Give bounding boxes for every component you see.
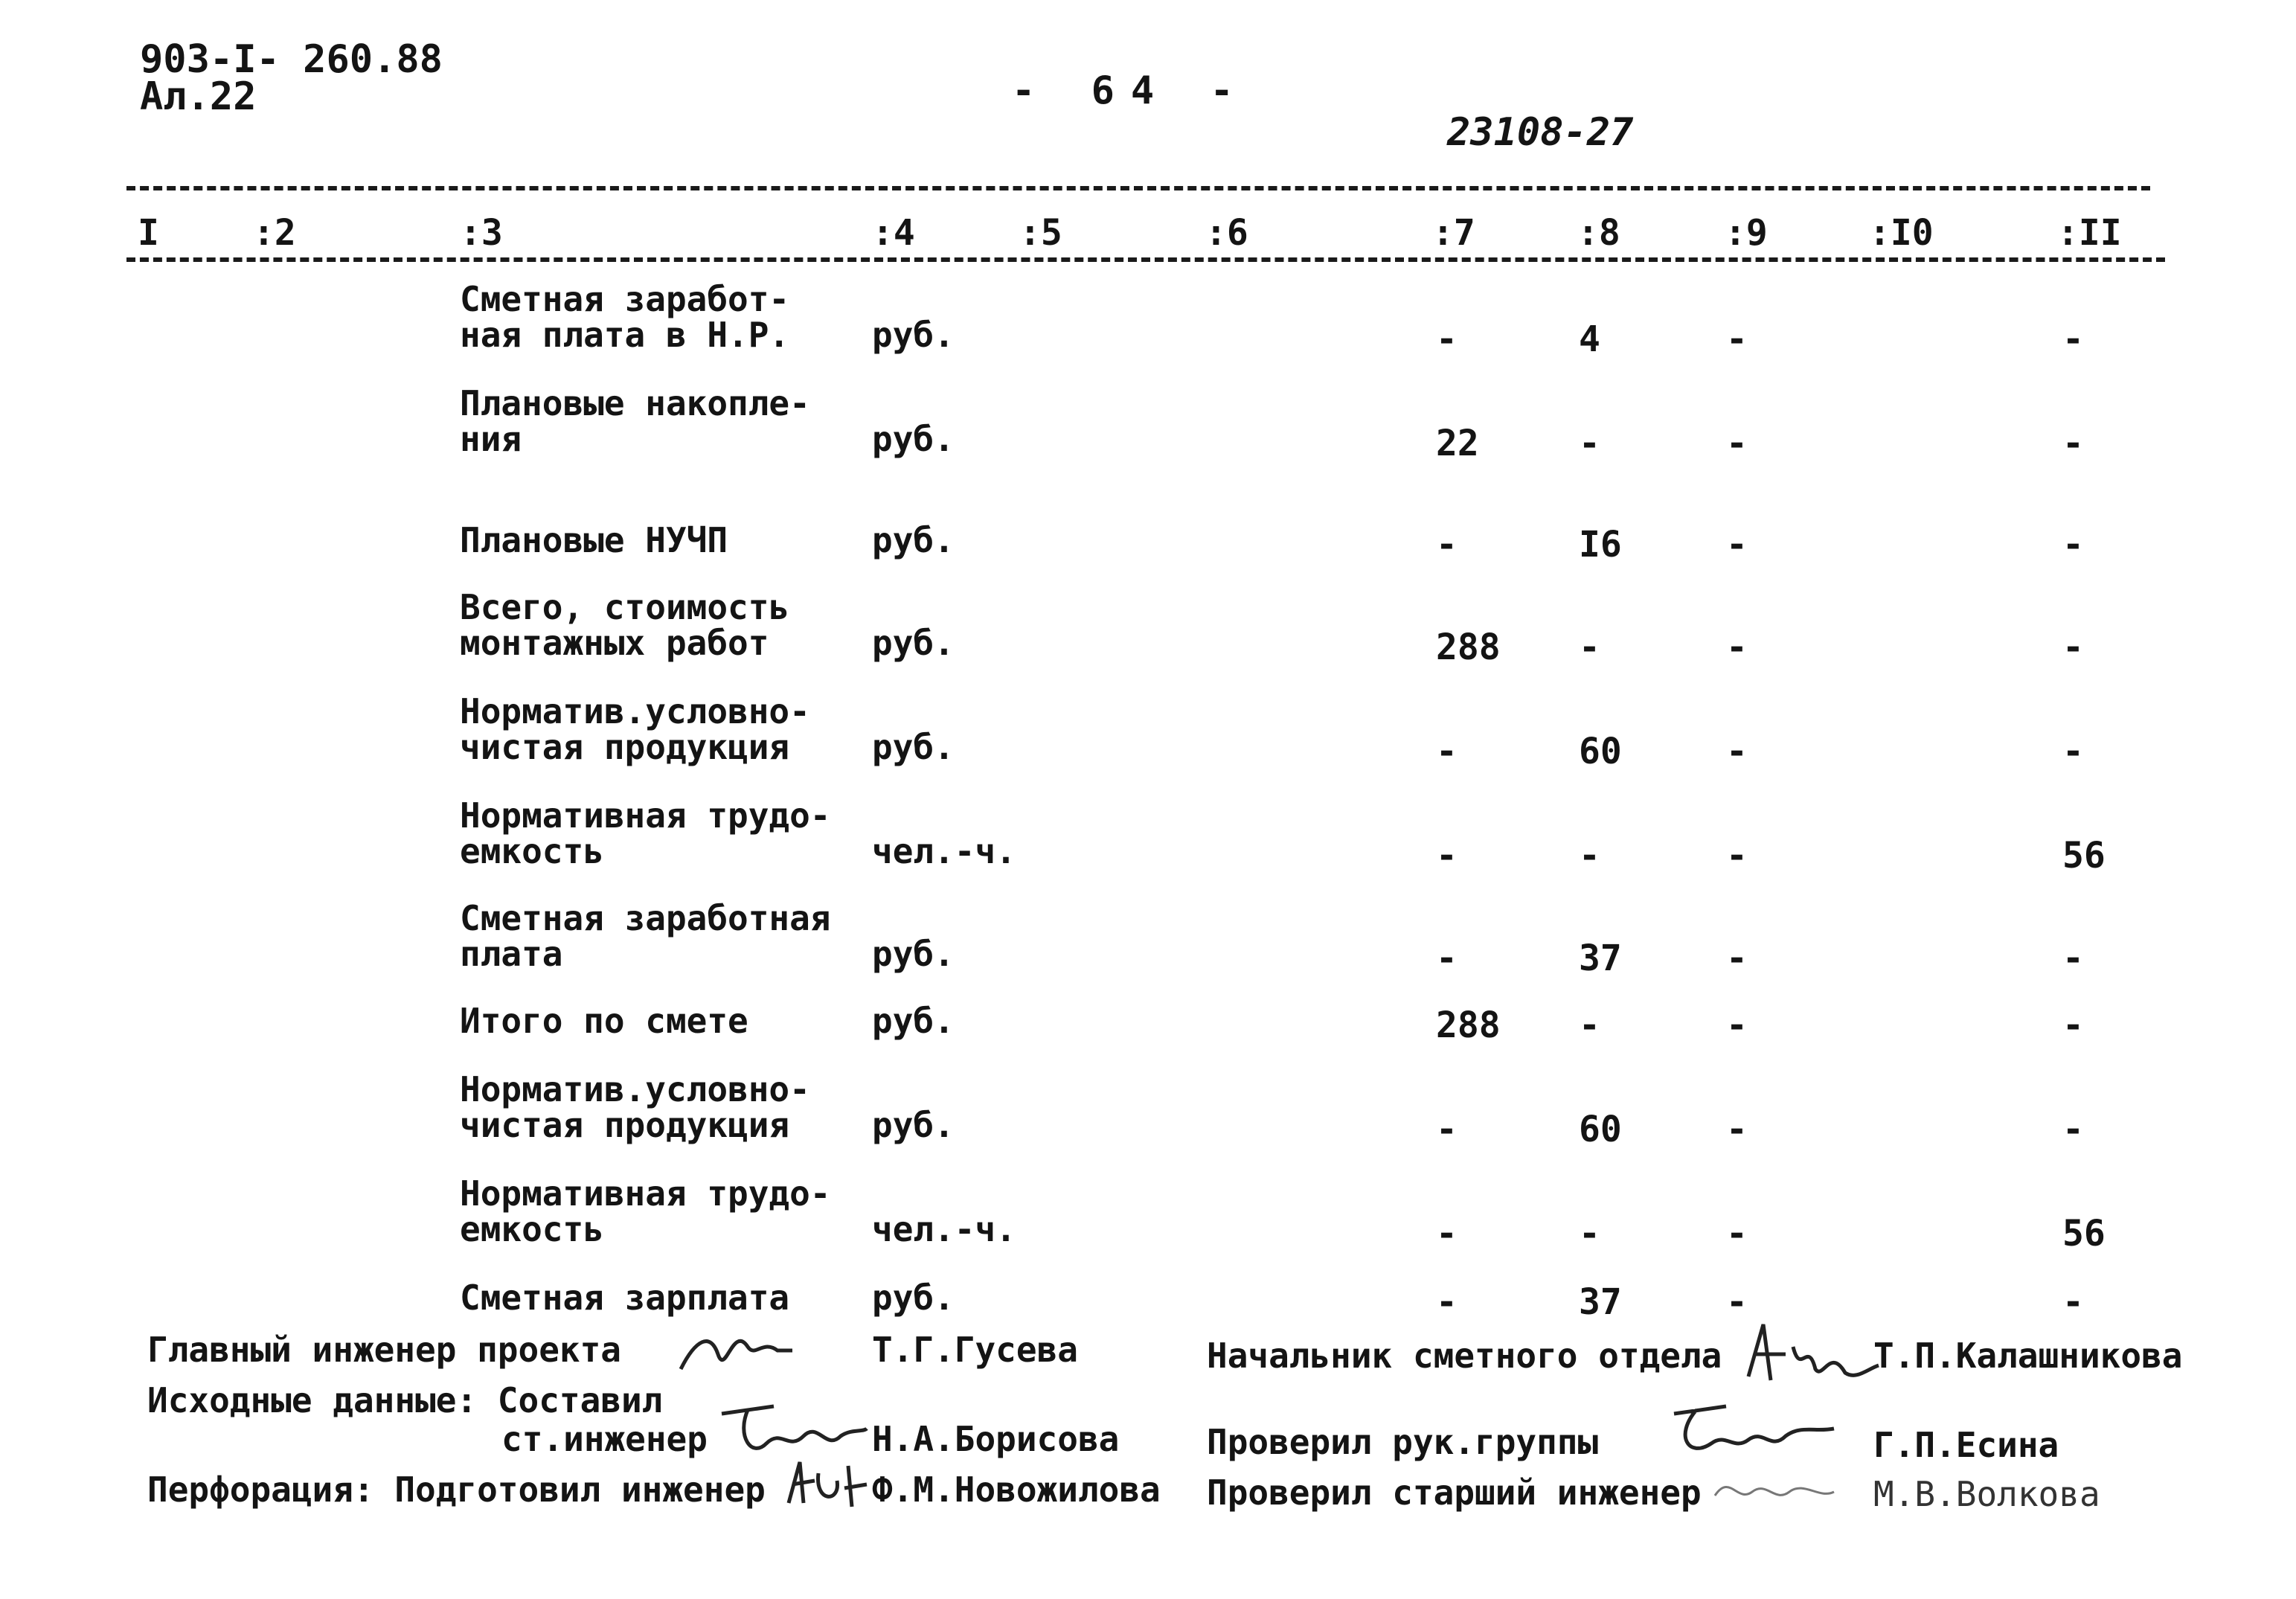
row-unit: руб. (872, 727, 955, 767)
cell-c9: - (1726, 1281, 1748, 1323)
chief-engineer-name: Т.Г.Гусева (872, 1330, 1078, 1370)
cell-c7: 288 (1436, 1004, 1501, 1046)
cell-c9: - (1726, 835, 1748, 877)
cell-c9: - (1726, 1109, 1748, 1150)
row-unit: руб. (872, 934, 955, 974)
cell-c11: 56 (2062, 835, 2106, 877)
row-description: Сметная заработная плата (460, 898, 831, 974)
senior-engineer-name: Н.А.Борисова (872, 1419, 1120, 1459)
cell-c11: - (2062, 524, 2084, 565)
row-unit: руб. (872, 623, 955, 663)
cell-c9: - (1726, 1213, 1748, 1254)
column-number: :5 (1019, 212, 1062, 254)
perforation-label: Перфорация: Подготовил инженер (147, 1470, 766, 1510)
cell-c8: - (1579, 627, 1600, 668)
row-description: Норматив.условно- чистая продукция (460, 691, 810, 767)
perforation-signature (781, 1451, 870, 1529)
column-number: :3 (460, 212, 503, 254)
column-number: :9 (1725, 212, 1768, 254)
row-unit: руб. (872, 520, 955, 560)
chief-engineer-signature (673, 1317, 800, 1395)
cell-c8: 60 (1579, 731, 1622, 772)
cell-c9: - (1726, 1004, 1748, 1046)
document-code: 903-I- 260.88 (140, 37, 443, 82)
cell-c9: - (1726, 938, 1748, 979)
row-description: Норматив.условно- чистая продукция (460, 1069, 810, 1145)
row-description: Сметная зарплата (460, 1278, 790, 1318)
cell-c8: - (1579, 835, 1600, 877)
cell-c8: 4 (1579, 318, 1600, 360)
cell-c11: - (2062, 731, 2084, 772)
row-unit: чел.-ч. (872, 831, 1016, 871)
column-number: :4 (872, 212, 915, 254)
cell-c9: - (1726, 627, 1748, 668)
cell-c11: - (2062, 318, 2084, 360)
head-estimate-name: Т.П.Калашникова (1873, 1336, 2183, 1376)
cell-c11: 56 (2062, 1213, 2106, 1254)
cell-c7: - (1436, 1109, 1458, 1150)
column-number: I (138, 212, 159, 254)
cell-c7: - (1436, 1281, 1458, 1323)
row-description: Нормативная трудо- емкость (460, 795, 831, 871)
checked-senior-name: М.В.Волкова (1873, 1474, 2100, 1514)
cell-c7: - (1436, 731, 1458, 772)
senior-engineer-label: ст.инженер (501, 1419, 708, 1459)
head-estimate-label: Начальник сметного отдела (1207, 1336, 1722, 1376)
cell-c11: - (2062, 1109, 2084, 1150)
cell-c8: 37 (1579, 1281, 1622, 1323)
cell-c7: 22 (1436, 423, 1479, 464)
column-number: :8 (1577, 212, 1620, 254)
row-unit: руб. (872, 1105, 955, 1145)
cell-c8: - (1579, 1213, 1600, 1254)
column-number: :I0 (1869, 212, 1934, 254)
column-number: :7 (1432, 212, 1475, 254)
row-description: Плановые НУЧП (460, 520, 728, 560)
page-number: - 64 - (1012, 68, 1250, 113)
sheet-number: Ал.22 (140, 74, 257, 119)
column-number: :II (2057, 212, 2122, 254)
cell-c9: - (1726, 524, 1748, 565)
row-unit: чел.-ч. (872, 1209, 1016, 1249)
row-description: Плановые накопле- ния (460, 383, 810, 459)
row-description: Сметная заработ- ная плата в Н.Р. (460, 279, 790, 355)
row-unit: руб. (872, 419, 955, 459)
row-unit: руб. (872, 1278, 955, 1318)
cell-c8: - (1579, 423, 1600, 464)
cell-c8: 37 (1579, 938, 1622, 979)
cell-c9: - (1726, 318, 1748, 360)
column-number: :6 (1205, 212, 1248, 254)
checked-group-name: Г.П.Есина (1873, 1425, 2059, 1465)
cell-c8: I6 (1579, 524, 1622, 565)
row-unit: руб. (872, 315, 955, 355)
row-description: Всего, стоимость монтажных работ (460, 587, 790, 663)
row-description: Нормативная трудо- емкость (460, 1173, 831, 1249)
cell-c11: - (2062, 627, 2084, 668)
cell-c7: 288 (1436, 627, 1501, 668)
cell-c8: - (1579, 1004, 1600, 1046)
source-data-label: Исходные данные: Составил (147, 1380, 663, 1420)
document-reference: 23108-27 (1447, 110, 1634, 155)
perforation-name: Ф.М.Новожилова (872, 1470, 1161, 1510)
cell-c9: - (1726, 423, 1748, 464)
top-rule (126, 186, 2150, 190)
cell-c11: - (2062, 423, 2084, 464)
chief-engineer-label: Главный инженер проекта (147, 1330, 621, 1370)
column-number: :2 (253, 212, 296, 254)
cell-c11: - (2062, 938, 2084, 979)
checked-senior-label: Проверил старший инженер (1207, 1473, 1702, 1513)
row-description: Итого по смете (460, 1001, 748, 1041)
head-estimate-signature (1734, 1310, 1882, 1403)
cell-c7: - (1436, 524, 1458, 565)
column-rule (126, 257, 2165, 262)
cell-c7: - (1436, 1213, 1458, 1254)
row-unit: руб. (872, 1001, 955, 1041)
cell-c7: - (1436, 835, 1458, 877)
cell-c11: - (2062, 1281, 2084, 1323)
cell-c9: - (1726, 731, 1748, 772)
checked-group-label: Проверил рук.группы (1207, 1422, 1599, 1462)
cell-c11: - (2062, 1004, 2084, 1046)
cell-c8: 60 (1579, 1109, 1622, 1150)
checked-senior-signature (1707, 1458, 1841, 1529)
cell-c7: - (1436, 938, 1458, 979)
cell-c7: - (1436, 318, 1458, 360)
